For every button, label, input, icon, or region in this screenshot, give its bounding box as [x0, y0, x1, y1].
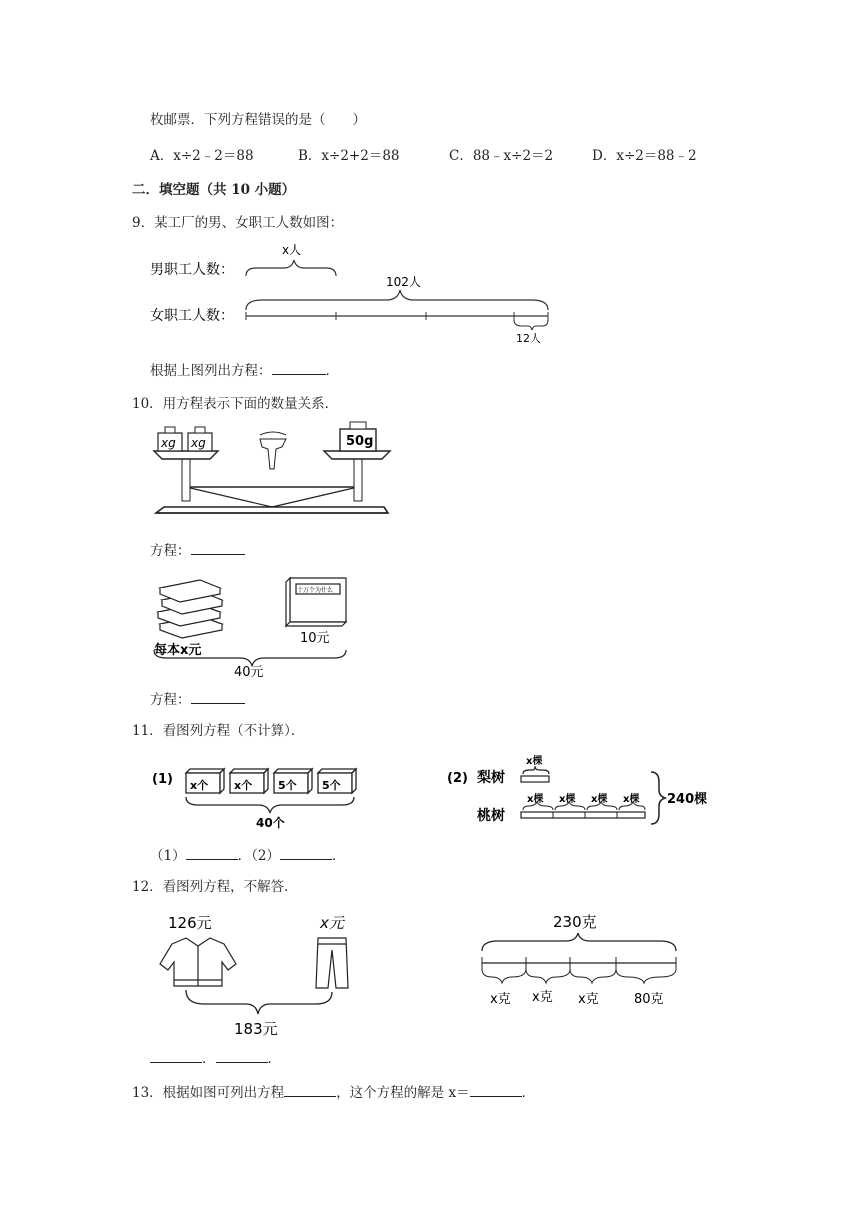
q13-blank-1[interactable]	[284, 1082, 336, 1097]
q11-blank-2[interactable]	[280, 845, 332, 860]
q8-option-c: C．88﹣x÷2＝2	[449, 148, 554, 164]
male-label: 男职工人数：	[150, 262, 234, 278]
q9-blank[interactable]	[272, 360, 326, 375]
q11-blank-1[interactable]	[186, 845, 238, 860]
box-1: x个	[190, 779, 209, 792]
seg-80: 80克	[634, 992, 664, 1007]
q8-option-a: A．x÷2﹣2＝88	[150, 148, 254, 164]
q12-figure-2	[478, 905, 683, 1015]
seg-x-3: x克	[578, 992, 599, 1007]
q11-figure-1	[152, 765, 367, 830]
seg-x-2: x克	[532, 990, 553, 1005]
q12-figure-1	[150, 910, 355, 1040]
q12-blank-1[interactable]	[150, 1048, 202, 1063]
seg-1: x棵	[527, 794, 544, 805]
peach-label: 桃树	[477, 808, 505, 824]
box-3: 5个	[278, 779, 297, 792]
q12-stem: 12．看图列方程，不解答．	[132, 879, 298, 895]
pear-label: 梨树	[477, 770, 505, 786]
fig1-num: (1)	[152, 772, 173, 787]
fig2-total-weight: 230克	[553, 913, 597, 931]
q9-answer: 根据上图列出方程： ．	[150, 360, 339, 380]
q12-answers: ． ．	[150, 1048, 281, 1068]
q11-answers: （1） ．（2） ．	[150, 845, 345, 865]
female-label: 女职工人数：	[150, 308, 234, 324]
q13-stem: 13．根据如图可列出方程 ，这个方程的解是 x＝ ．	[132, 1082, 535, 1102]
pants-price: x元	[320, 914, 344, 932]
balance-scale-figure	[150, 425, 395, 525]
seg-x-1: x克	[490, 992, 511, 1007]
q11-figure-2	[447, 752, 732, 832]
fig1-total-price: 183元	[234, 1020, 278, 1038]
each-book-label: 每本x元	[154, 643, 202, 658]
weight-right: 50g	[346, 434, 374, 449]
seg-4: x棵	[623, 794, 640, 805]
q10-blank-2[interactable]	[191, 689, 245, 704]
single-book-price: 10元	[300, 631, 330, 646]
q9-stem: 9．某工厂的男、女职工人数如图：	[132, 215, 344, 231]
q8-stem-tail: 枚邮票．下列方程错误的是（ ）	[150, 112, 366, 128]
pear-top: x棵	[526, 756, 543, 767]
seg-2: x棵	[559, 794, 576, 805]
fig2-total: 240棵	[667, 792, 708, 807]
q10-stem: 10．用方程表示下面的数量关系．	[132, 396, 339, 412]
book-title: 十万个为什么	[297, 587, 334, 594]
q10-blank-1[interactable]	[191, 540, 245, 555]
q8-option-d: D．x÷2＝88﹣2	[592, 148, 697, 164]
books-figure	[150, 570, 355, 680]
q10-answer-1: 方程：	[150, 540, 245, 560]
section-title: 二．填空题（共 10 小题）	[132, 182, 296, 198]
fig1-total: 40个	[256, 816, 285, 830]
total-label: 102人	[386, 275, 421, 289]
weight-left-1: xg	[161, 436, 176, 450]
extra-label: 12人	[516, 332, 541, 345]
q13-blank-2[interactable]	[470, 1082, 522, 1097]
books-total: 40元	[234, 665, 264, 680]
seg-3: x棵	[591, 794, 608, 805]
q12-blank-2[interactable]	[216, 1048, 268, 1063]
male-top-label: x人	[282, 243, 302, 257]
weight-left-2: xg	[191, 436, 206, 450]
sweater-price: 126元	[168, 914, 212, 932]
q10-answer-2: 方程：	[150, 689, 245, 709]
q9-figure	[146, 240, 566, 352]
box-2: x个	[234, 779, 253, 792]
fig2-num: (2)	[447, 771, 468, 786]
q11-stem: 11．看图列方程（不计算）．	[132, 723, 305, 739]
q8-option-b: B．x÷2+2＝88	[298, 148, 400, 164]
box-4: 5个	[322, 779, 341, 792]
